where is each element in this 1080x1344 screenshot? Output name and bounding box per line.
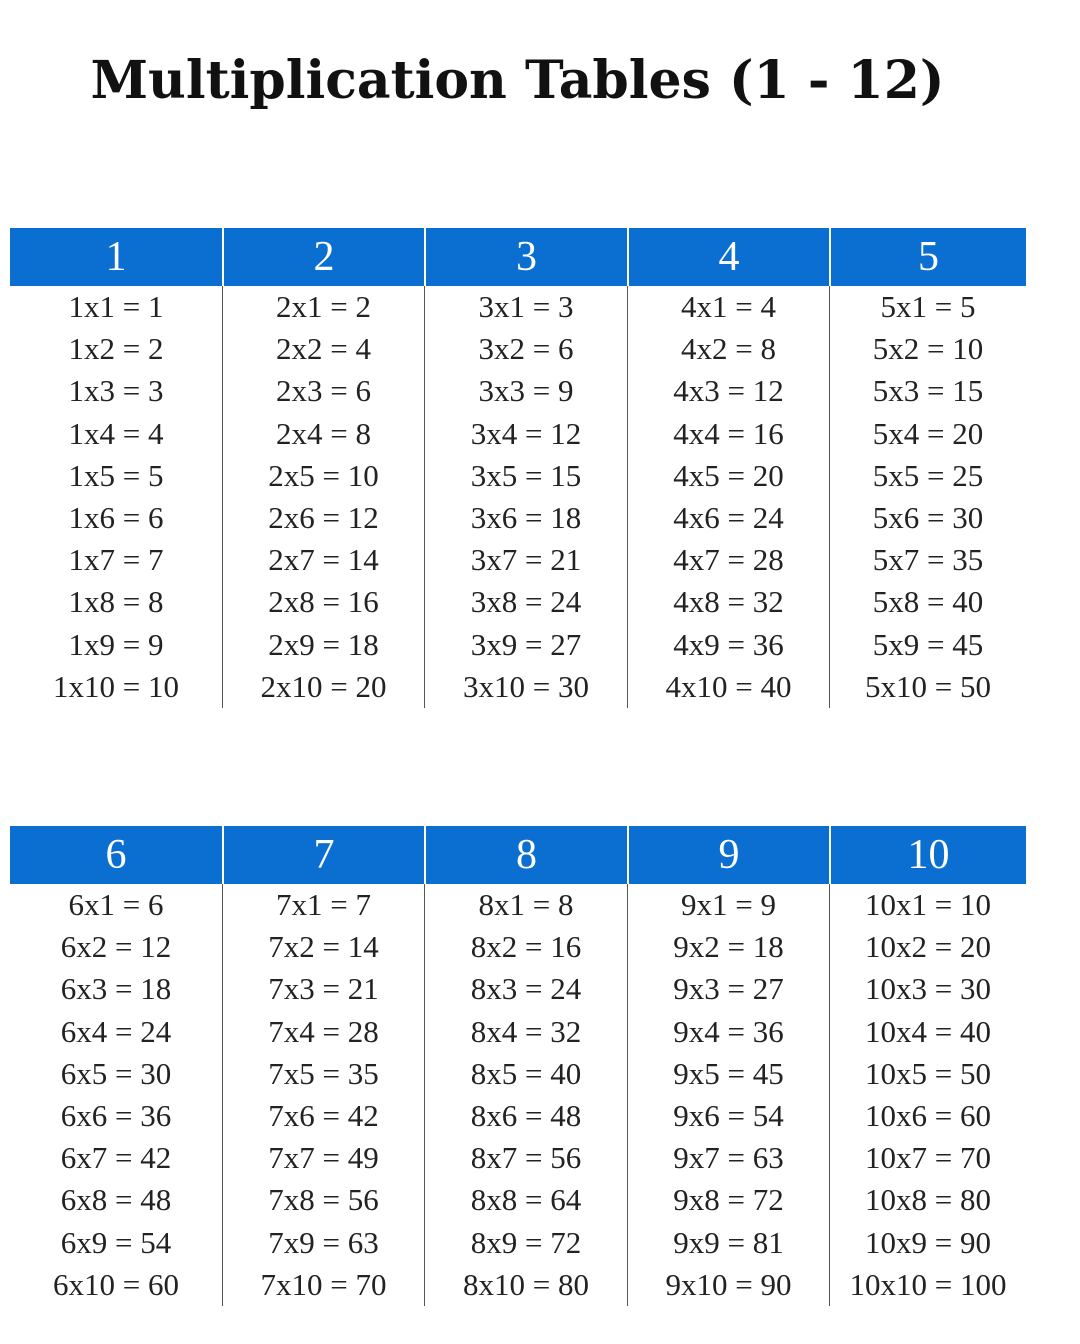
fact-row: 10x4 = 40 [865, 1013, 991, 1049]
fact-row: 2x9 = 18 [268, 626, 379, 662]
fact-row: 10x6 = 60 [865, 1097, 991, 1133]
column-table-1 [10, 286, 222, 708]
fact-row: 3x10 = 30 [463, 668, 589, 704]
fact-row: 7x3 = 21 [268, 971, 379, 1007]
fact-row: 10x10 = 100 [849, 1266, 1007, 1302]
fact-row: 5x10 = 50 [865, 668, 991, 704]
header-table-1: 1 [105, 234, 127, 280]
fact-row: 5x7 = 35 [872, 542, 984, 578]
fact-row: 6x1 = 6 [68, 887, 164, 922]
fact-row: 1x7 = 7 [68, 542, 164, 578]
fact-row: 7x5 = 35 [268, 1055, 379, 1091]
fact-row: 4x9 = 36 [673, 626, 784, 662]
fact-row: 5x9 = 45 [872, 626, 984, 662]
fact-row: 4x1 = 4 [681, 289, 776, 324]
fact-row: 6x9 = 54 [60, 1224, 172, 1260]
fact-row: 2x5 = 10 [268, 457, 379, 493]
column-table-7 [222, 884, 424, 1306]
fact-row: 8x8 = 64 [470, 1182, 582, 1218]
fact-row: 7x2 = 14 [268, 929, 379, 965]
fact-row: 9x2 = 18 [673, 929, 784, 965]
page-title: Multiplication Tables (1 - 12) [90, 50, 945, 111]
fact-row: 2x6 = 12 [268, 499, 379, 535]
fact-row: 5x2 = 10 [872, 331, 984, 367]
fact-row: 4x7 = 28 [673, 542, 784, 578]
fact-row: 6x10 = 60 [53, 1266, 179, 1302]
fact-row: 7x10 = 70 [260, 1266, 387, 1302]
fact-row: 6x8 = 48 [60, 1182, 172, 1218]
fact-row: 1x6 = 6 [68, 499, 164, 535]
fact-row: 1x3 = 3 [68, 373, 164, 409]
table-block-1-to-5 [10, 228, 1026, 708]
fact-row: 10x5 = 50 [865, 1055, 991, 1091]
fact-row: 5x3 = 15 [872, 373, 984, 409]
fact-row: 3x4 = 12 [470, 415, 582, 451]
column-table-6 [10, 884, 222, 1306]
fact-row: 10x7 = 70 [865, 1140, 991, 1176]
fact-row: 2x7 = 14 [268, 542, 379, 578]
fact-row: 9x6 = 54 [673, 1097, 784, 1133]
fact-row: 3x2 = 6 [478, 331, 574, 367]
fact-row: 8x5 = 40 [470, 1055, 582, 1091]
fact-row: 8x3 = 24 [470, 971, 582, 1007]
fact-row: 5x1 = 5 [880, 289, 976, 324]
fact-row: 4x4 = 16 [673, 415, 784, 451]
fact-row: 5x5 = 25 [872, 457, 984, 493]
fact-row: 5x6 = 30 [872, 499, 984, 535]
fact-row: 9x5 = 45 [673, 1055, 784, 1091]
column-table-3 [424, 286, 627, 708]
header-table-10: 10 [829, 826, 1026, 884]
column-table-2 [222, 286, 424, 708]
fact-row: 4x2 = 8 [681, 331, 776, 367]
fact-row: 7x1 = 7 [276, 887, 371, 922]
fact-row: 2x4 = 8 [276, 415, 371, 451]
fact-row: 1x10 = 10 [53, 668, 179, 704]
column-table-4 [627, 286, 829, 708]
fact-row: 1x1 = 1 [68, 289, 164, 324]
fact-row: 3x6 = 18 [470, 499, 582, 535]
fact-row: 10x8 = 80 [865, 1182, 991, 1218]
header-table-4: 4 [627, 228, 829, 286]
column-table-10 [829, 884, 1026, 1306]
fact-row: 7x7 = 49 [268, 1140, 379, 1176]
header-table-7: 7 [222, 826, 424, 884]
fact-row: 3x8 = 24 [470, 584, 582, 620]
fact-row: 2x3 = 6 [276, 373, 371, 409]
fact-row: 4x5 = 20 [673, 457, 784, 493]
column-table-9 [627, 884, 829, 1306]
fact-row: 6x3 = 18 [60, 971, 172, 1007]
fact-row: 8x9 = 72 [470, 1224, 582, 1260]
fact-row: 4x6 = 24 [673, 499, 784, 535]
header-table-5: 5 [829, 228, 1026, 286]
header-table-8: 8 [424, 826, 627, 884]
fact-row: 3x7 = 21 [470, 542, 582, 578]
fact-row: 1x5 = 5 [68, 457, 164, 493]
fact-row: 1x9 = 9 [68, 626, 164, 662]
fact-row: 6x7 = 42 [60, 1140, 172, 1176]
fact-row: 9x3 = 27 [673, 971, 784, 1007]
column-table-8 [424, 884, 627, 1306]
fact-row: 9x10 = 90 [665, 1266, 792, 1302]
fact-row: 10x2 = 20 [865, 929, 991, 965]
fact-row: 9x4 = 36 [673, 1013, 784, 1049]
fact-row: 9x7 = 63 [673, 1140, 784, 1176]
fact-row: 2x10 = 20 [260, 668, 387, 704]
fact-row: 8x2 = 16 [470, 929, 582, 965]
fact-row: 3x5 = 15 [470, 457, 582, 493]
fact-row: 10x3 = 30 [865, 971, 991, 1007]
fact-row: 4x3 = 12 [673, 373, 784, 409]
fact-row: 1x4 = 4 [68, 415, 164, 451]
column-table-5 [829, 286, 1026, 708]
fact-row: 8x4 = 32 [470, 1013, 582, 1049]
fact-row: 6x6 = 36 [60, 1097, 172, 1133]
fact-row: 10x1 = 10 [865, 887, 991, 922]
header-table-6: 6 [105, 832, 127, 878]
fact-row: 1x8 = 8 [68, 584, 164, 620]
fact-row: 6x4 = 24 [60, 1013, 172, 1049]
fact-row: 6x5 = 30 [60, 1055, 172, 1091]
fact-row: 1x2 = 2 [68, 331, 164, 367]
fact-row: 3x3 = 9 [478, 373, 574, 409]
fact-row: 8x7 = 56 [470, 1140, 582, 1176]
table-header-row [10, 826, 1026, 884]
header-table-3: 3 [424, 228, 627, 286]
fact-row: 5x8 = 40 [872, 584, 984, 620]
table-header-row [10, 228, 1026, 286]
fact-row: 7x4 = 28 [268, 1013, 379, 1049]
fact-row: 2x1 = 2 [276, 289, 371, 324]
header-table-2: 2 [222, 228, 424, 286]
fact-row: 6x2 = 12 [60, 929, 172, 965]
table-columns [10, 286, 1026, 708]
fact-row: 9x1 = 9 [681, 887, 776, 922]
fact-row: 10x9 = 90 [865, 1224, 991, 1260]
fact-row: 8x10 = 80 [463, 1266, 589, 1302]
fact-row: 3x9 = 27 [470, 626, 582, 662]
table-block-6-to-10 [10, 826, 1026, 1306]
table-columns [10, 884, 1026, 1306]
fact-row: 5x4 = 20 [872, 415, 984, 451]
fact-row: 2x2 = 4 [276, 331, 371, 367]
fact-row: 7x8 = 56 [268, 1182, 379, 1218]
fact-row: 2x8 = 16 [268, 584, 379, 620]
header-table-9: 9 [627, 826, 829, 884]
fact-row: 4x10 = 40 [665, 668, 792, 704]
fact-row: 8x1 = 8 [478, 887, 574, 922]
fact-row: 7x9 = 63 [268, 1224, 379, 1260]
fact-row: 9x8 = 72 [673, 1182, 784, 1218]
fact-row: 7x6 = 42 [268, 1097, 379, 1133]
fact-row: 4x8 = 32 [673, 584, 784, 620]
fact-row: 8x6 = 48 [470, 1097, 582, 1133]
fact-row: 9x9 = 81 [673, 1224, 784, 1260]
fact-row: 3x1 = 3 [478, 289, 574, 324]
